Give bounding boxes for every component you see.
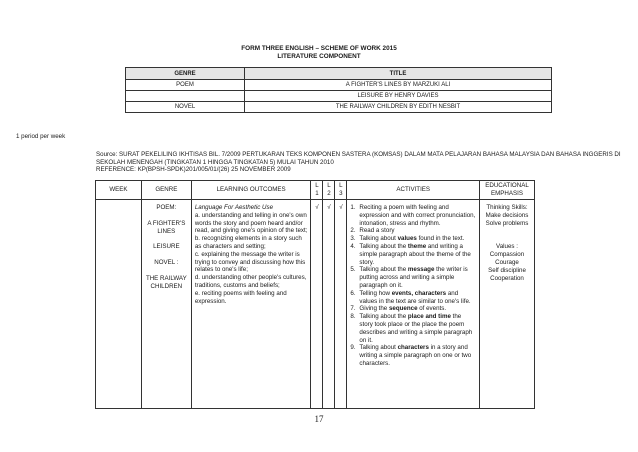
learning-outcomes-cell xyxy=(191,200,311,409)
value-item: Courage xyxy=(495,258,519,266)
scheme-of-work-table xyxy=(95,180,535,409)
level-2-letter: L xyxy=(327,182,331,189)
title-cell: A FIGHTER'S LINES BY MARZUKI ALI xyxy=(245,80,552,91)
page-number: 17 xyxy=(314,414,324,424)
genre-cell xyxy=(126,91,245,102)
reference-line: REFERENCE: KP(BPSH-SPDK)201/005/01/(26) 25 NOVEMBER 2009 xyxy=(96,166,291,174)
outcome-item: a. understanding and telling in one's own words the story and poem heard and/or read, and giving one's opinion of the text; xyxy=(194,211,308,235)
genre-poem-title: LINES xyxy=(157,227,176,235)
source-block xyxy=(96,151,621,174)
list-item: 1. Reciting a poem with feeling and expression and with correct pronunciation, intonation, stress and rhythm. xyxy=(350,204,476,227)
list-item: 8. Talking about the place and time the story took place or the place the poem describes and writing a simple paragraph on it. xyxy=(350,313,473,344)
level-1-check: √ xyxy=(311,200,323,409)
list-item: 3. Talking about values found in the text. xyxy=(350,235,465,243)
thinking-skills-label: Thinking Skills: xyxy=(486,204,528,211)
genre-cell: POEM xyxy=(126,80,245,91)
educational-emphasis-cell xyxy=(480,200,535,409)
genre-cell xyxy=(141,200,191,409)
genre-cell: NOVEL xyxy=(126,102,245,113)
title-cell: LEISURE BY HENRY DAVIES xyxy=(245,91,552,102)
source-line: SEKOLAH MENENGAH (TINGKATAN 1 HINGGA TINGKATAN 5) MULAI TAHUN 2010 xyxy=(96,158,334,166)
list-item: 2. Read a story xyxy=(350,227,395,235)
educational-emphasis-header xyxy=(480,181,535,200)
table-row xyxy=(126,102,552,113)
activities-cell xyxy=(347,200,480,409)
genre-table-header-row xyxy=(126,68,552,80)
value-item: Compassion xyxy=(489,251,525,259)
learning-outcomes-header: LEARNING OUTCOMES xyxy=(191,181,311,200)
list-item: 5. Talking about the message the writer is putting across and writing a simple paragraph on it. xyxy=(350,266,468,289)
level-3-number: 3 xyxy=(339,190,343,197)
outcome-item: d. understanding other people's cultures, traditions, customs and beliefs; xyxy=(194,274,307,289)
thinking-skill-item: Make decisions xyxy=(485,211,529,219)
level-3-check: √ xyxy=(335,200,347,409)
outcome-item: e. reciting poems with feeling and expression. xyxy=(194,289,287,305)
level-2-header xyxy=(323,181,335,200)
level-2-check: √ xyxy=(323,200,335,409)
week-cell xyxy=(96,200,142,409)
level-2-number: 2 xyxy=(327,190,331,197)
genre-title-table xyxy=(125,67,552,113)
genre-poem-label: POEM: xyxy=(156,204,177,211)
outcome-item: c. explaining the message the writer is trying to convey and discussing how this relates to one's life; xyxy=(194,250,306,274)
values-label: Values : xyxy=(496,243,518,251)
level-1-header xyxy=(311,181,323,200)
document-subtitle: LITERATURE COMPONENT xyxy=(277,53,361,60)
level-3-letter: L xyxy=(339,182,343,189)
title-cell: THE RAILWAY CHILDREN BY EDITH NESBIT xyxy=(245,102,552,113)
table-row xyxy=(126,91,552,102)
genre-novel-label: NOVEL : xyxy=(154,259,179,267)
genre-novel-title: CHILDREN xyxy=(150,282,183,290)
document-title: FORM THREE ENGLISH – SCHEME OF WORK 2015 xyxy=(241,45,397,52)
period-note: 1 period per week xyxy=(16,133,66,140)
genre-poem-title: A FIGHTER'S xyxy=(147,219,186,227)
thinking-skill-item: Solve problems xyxy=(485,219,529,227)
list-item: 6. Telling how events, characters and values in the text are similar to one's life. xyxy=(350,289,471,305)
list-item: 9. Talking about characters in a story and writing a simple paragraph on one or two characters. xyxy=(350,344,472,367)
list-item: 7. Giving the sequence of events. xyxy=(350,305,447,313)
outcomes-title: Language For Aesthetic Use xyxy=(194,204,274,211)
source-line: Source: SURAT PEKELILING IKHTISAS BIL. 7/2009 PERTUKARAN TEKS KOMPONEN SASTERA (KOMSAS) DALAM MATA PELAJARAN BAHASA MALAYSIA DAN BAHASA INGGERIS DI xyxy=(96,151,621,158)
level-1-number: 1 xyxy=(315,190,319,197)
outcome-item: b. recognizing elements in a story such as characters and setting; xyxy=(194,235,302,250)
table-row xyxy=(126,80,552,91)
week-header: WEEK xyxy=(96,181,142,200)
table-row xyxy=(96,200,535,409)
level-3-header xyxy=(335,181,347,200)
scheme-header-row xyxy=(96,181,535,200)
emphasis-header-line: EDUCATIONAL xyxy=(485,182,529,189)
level-1-letter: L xyxy=(315,182,319,189)
value-item: Self discipline xyxy=(488,266,526,274)
activities-header: ACTIVITIES xyxy=(347,181,480,200)
emphasis-header-line: EMPHASIS xyxy=(491,190,523,197)
title-column-header: TITLE xyxy=(245,68,552,80)
genre-column-header: GENRE xyxy=(126,68,245,80)
list-item: 4. Talking about the theme and writing a simple paragraph about the theme of the story. xyxy=(350,242,471,266)
genre-novel-title: THE RAILWAY xyxy=(145,274,187,282)
value-item: Cooperation xyxy=(490,274,524,282)
genre-poem-title: LEISURE xyxy=(153,243,180,251)
genre-header: GENRE xyxy=(141,181,191,200)
activities-list xyxy=(350,204,476,368)
